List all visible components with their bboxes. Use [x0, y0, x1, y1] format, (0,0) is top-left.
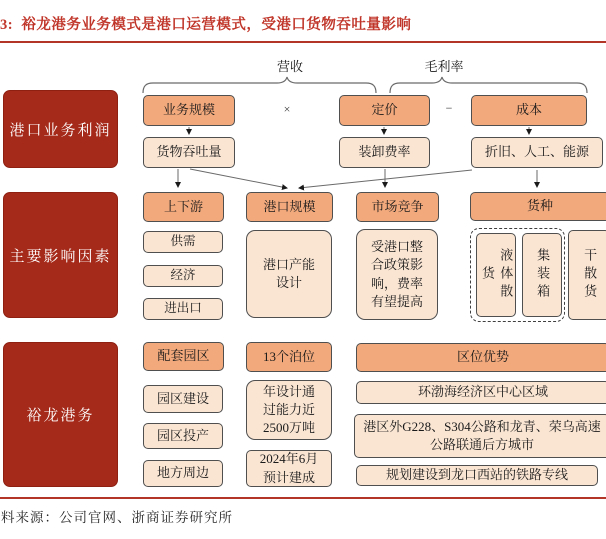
box-updownstream: 上下游 — [143, 192, 224, 222]
box-road-links: 港区外G228、S304公路和龙青、荣乌高速公路联通后方城市 — [354, 414, 606, 458]
box-business-scale: 业务规模 — [143, 95, 235, 126]
revenue-label: 营收 — [276, 59, 304, 74]
box-handling-rate: 装卸费率 — [339, 137, 430, 168]
box-railway-plan: 规划建设到龙口西站的铁路专线 — [356, 465, 598, 486]
gross-margin-label: 毛利率 — [424, 59, 464, 74]
box-cargo-throughput: 货物吞吐量 — [143, 137, 235, 168]
box-pricing: 定价 — [339, 95, 430, 126]
box-cost-items: 折旧、人工、能源 — [471, 137, 603, 168]
box-liquid-bulk: 液体散货 — [476, 233, 516, 317]
section-header-yulong-port: 裕龙港务 — [3, 342, 118, 487]
revenue-brace — [143, 77, 376, 93]
box-berths: 13个泊位 — [246, 342, 332, 372]
box-import-export: 进出口 — [143, 298, 223, 320]
box-supply-demand: 供需 — [143, 231, 223, 253]
arrow-throughput-to-port-scale — [190, 169, 287, 188]
box-annual-capacity: 年设计通过能力近2500万吨 — [246, 380, 332, 440]
box-supporting-park: 配套园区 — [143, 342, 224, 371]
box-bohai-region: 环渤海经济区中心区域 — [356, 381, 606, 404]
box-containers: 集装箱 — [522, 233, 562, 317]
footer-rule — [0, 497, 606, 499]
box-market-competition: 市场竞争 — [356, 192, 439, 222]
box-economy: 经济 — [143, 265, 223, 287]
section-header-port-profit: 港口业务利润 — [3, 90, 118, 168]
minus-operator: − — [445, 101, 453, 115]
box-cost: 成本 — [471, 95, 587, 126]
box-dry-bulk: 干散货 — [568, 230, 606, 320]
section-header-main-factors: 主要影响因素 — [3, 192, 118, 318]
gross-margin-brace — [390, 77, 587, 93]
box-cargo-types: 货种 — [470, 192, 606, 221]
box-policy-note: 受港口整合政策影响，费率有望提高 — [356, 229, 438, 320]
box-port-scale: 港口规模 — [246, 192, 333, 222]
multiply-operator: × — [283, 102, 291, 116]
box-park-operation: 园区投产 — [143, 423, 223, 449]
box-location-advantage: 区位优势 — [356, 343, 606, 372]
box-local-area: 地方周边 — [143, 460, 223, 487]
box-completion-date: 2024年6月预计建成 — [246, 450, 332, 487]
box-capacity-design: 港口产能设计 — [246, 230, 332, 318]
arrow-cost-items-to-port-scale — [299, 170, 472, 188]
box-park-construction: 园区建设 — [143, 385, 223, 413]
figure-title: 3: 裕龙港务业务模式是港口运营模式，受港口货物吞吐量影响 — [0, 17, 412, 33]
title-rule — [0, 41, 606, 43]
source-note: 料来源：公司官网、浙商证券研究所 — [1, 510, 233, 525]
